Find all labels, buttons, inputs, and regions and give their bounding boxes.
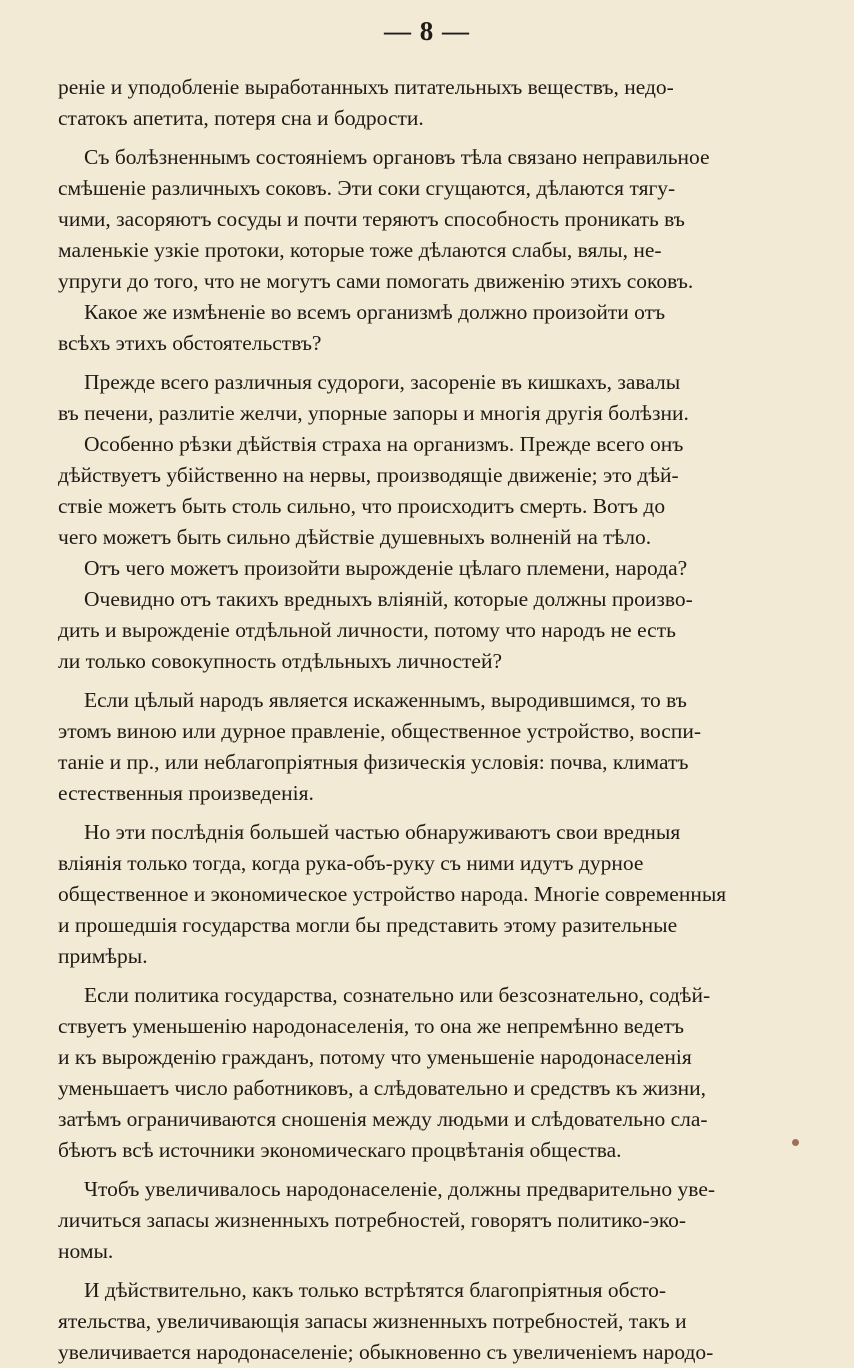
text-line: дѣйствуетъ убiйственно на нервы, производящiе движенiе; это дѣй-: [58, 463, 679, 487]
text-line: ли только совокупность отдѣльныхъ личностей?: [58, 649, 503, 673]
text-line: танiе и пр., или неблагопрiятныя физическiя условiя: почва, климатъ: [58, 750, 689, 774]
ink-spot: [792, 1139, 799, 1146]
text-line: ствiе можетъ быть столь сильно, что происходитъ смерть. Вотъ до: [58, 494, 666, 518]
text-line: влiянiя только тогда, когда рука-объ-руку съ ними идутъ дурное: [58, 851, 644, 875]
text-line: Но эти послѣднiя большей частью обнаруживаютъ свои вредныя: [84, 820, 681, 844]
text-line: общественное и экономическое устройство народа. Многiе современныя: [58, 882, 727, 906]
text-line: Если цѣлый народъ является искаженнымъ, выродившимся, то въ: [84, 688, 687, 712]
text-line: упруги до того, что не могутъ сами помогать движенiю этихъ соковъ.: [58, 269, 694, 293]
text-line: дить и вырожденiе отдѣльной личности, потому что народъ не есть: [58, 618, 676, 642]
page-number: — 8 —: [384, 16, 470, 46]
text-line: уменьшаетъ число работниковъ, а слѣдовательно и средствъ къ жизни,: [58, 1076, 706, 1100]
text-line: смѣшенiе различныхъ соковъ. Эти соки сгущаются, дѣлаются тягу-: [58, 176, 676, 200]
text-line: затѣмъ ограничиваются сношенiя между людьми и слѣдовательно сла-: [58, 1107, 708, 1131]
text-line: въ печени, разлитiе желчи, упорные запоры и многiя другiя болѣзни.: [58, 401, 689, 425]
text-line: ятельства, увеличивающiя запасы жизненныхъ потребностей, такъ и: [58, 1309, 687, 1333]
text-line: Чтобъ увеличивалось народонаселенiе, должны предварительно уве-: [84, 1177, 716, 1201]
text-line: увеличивается народонаселенiе; обыкновенно съ увеличенiемъ народо-: [58, 1340, 714, 1364]
text-line: номы.: [58, 1239, 114, 1263]
text-line: статокъ апетита, потеря сна и бодрости.: [58, 106, 424, 130]
text-line: И дѣйствительно, какъ только встрѣтятся благопрiятныя обсто-: [84, 1278, 667, 1302]
text-line: всѣхъ этихъ обстоятельствъ?: [58, 331, 322, 355]
text-line: чего можетъ быть сильно дѣйствiе душевныхъ волненiй на тѣло.: [58, 525, 652, 549]
text-line: ренiе и уподобленiе выработанныхъ питательныхъ веществъ, недо-: [58, 75, 674, 99]
text-line: Съ болѣзненнымъ состоянiемъ органовъ тѣла связано неправильное: [84, 145, 710, 169]
text-body: [58, 72, 770, 1368]
text-line: естественныя произведенiя.: [58, 781, 314, 805]
text-line: и прошедшiя государства могли бы представить этому разительные: [58, 913, 678, 937]
text-line: Прежде всего различныя судороги, засоренiе въ кишкахъ, завалы: [84, 370, 681, 394]
text-line: Особенно рѣзки дѣйствiя страха на организмъ. Прежде всего онъ: [84, 432, 684, 456]
text-line: этомъ виною или дурное правленiе, общественное устройство, воспи-: [58, 719, 702, 743]
text-line: чими, засоряютъ сосуды и почти теряютъ способность проникать въ: [58, 207, 685, 231]
text-line: Отъ чего можетъ произойти вырожденiе цѣлаго племени, народа?: [84, 556, 688, 580]
text-line: личиться запасы жизненныхъ потребностей, говорятъ политико-эко-: [58, 1208, 687, 1232]
text-line: бѣютъ всѣ источники экономическаго процвѣтанiя общества.: [58, 1138, 622, 1162]
text-line: и къ вырожденiю гражданъ, потому что уменьшенiе народонаселенiя: [58, 1045, 692, 1069]
text-line: ствуетъ уменьшенiю народонаселенiя, то она же непремѣнно ведетъ: [58, 1014, 685, 1038]
text-line: Если политика государства, сознательно или безсознательно, содѣй-: [84, 983, 711, 1007]
text-line: Очевидно отъ такихъ вредныхъ влiянiй, которые должны произво-: [84, 587, 693, 611]
text-line: Какое же измѣненiе во всемъ организмѣ должно произойти отъ: [84, 300, 666, 324]
text-line: маленькiе узкiе протоки, которые тоже дѣлаются слабы, вялы, не-: [58, 238, 662, 262]
text-line: примѣры.: [58, 944, 148, 968]
